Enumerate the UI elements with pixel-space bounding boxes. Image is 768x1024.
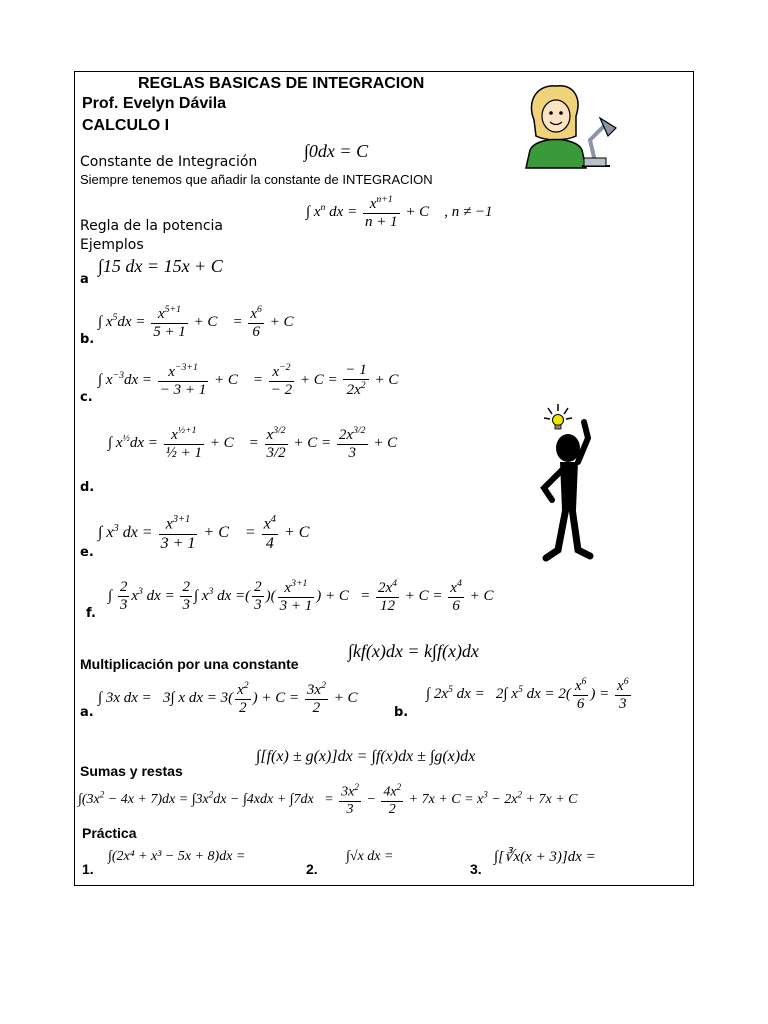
professor-name: Prof. Evelyn Dávila [82,95,227,112]
power-rule-formula: ∫ $x^n$ dx = $\frac{x^{n+1}}{n + 1}$ + C , n ≠ −1 [306,194,493,231]
examples-label: Ejemplos [80,237,144,253]
page-title: REGLAS BASICAS DE INTEGRACION [138,75,425,92]
mult-example-b-formula: ∫ $2x^5$ dx = 2∫ $x^5$ dx = 2( $\frac{x^6}{6}$ ) = $\frac{x^6}{3}$ [426,676,629,713]
constant-note: Siempre tenemos que añadir la constante de INTEGRACION [80,172,433,187]
sums-formula: ∫[f(x) ± g(x)]dx = ∫f(x)dx ± ∫g(x)dx [256,748,476,765]
example-f-label: f. [86,606,96,621]
mult-example-a-formula: ∫ 3x dx = 3∫ x dx = 3( $\frac{x^2}{2}$ ) + C = $\frac{3x^2}{2}$ + C [98,680,358,717]
example-f-formula: ∫ $\frac{2}{3}$ $x^3$ dx = $\frac{2}{3}$ ∫ $x^3$ dx =( $\frac{2}{3}$ )( $\frac{x^{3+1}}{3 + 1}$ ) + C = $\frac{2x^4}{12}$ + C = $\frac{x^4}{6}$ + C [108,578,494,615]
example-a-label: a [80,272,89,287]
power-rule-heading: Regla de la potencia [80,218,223,234]
sums-example: $\int(3x^2 - 4x + 7)dx = \int 3x^2dx - \int 4xdx + \int 7dx$ = $\frac{3x^2}{3}$ − $\frac{4x^2}{2}$ + $7x + C = x^3 - 2x^2 + 7x + C$ [78,782,578,817]
mult-example-a-label: a. [80,705,94,720]
practice-item-3-number: 3. [470,861,482,877]
practice-heading: Práctica [82,825,137,841]
example-d-label: d. [80,480,95,495]
example-c-label: c. [80,390,93,405]
example-b-label: b. [80,332,95,347]
stick-figure-illustration [530,400,610,565]
constant-heading: Constante de Integración [80,154,258,170]
example-c-formula: ∫ $x^{-3}dx$ = $\frac{x^{-3+1}}{- 3 + 1}$ + C = $\frac{x^{-2}}{- 2}$ + C = $\frac{- 1}{2x^2}$ + C [98,362,399,399]
sums-heading: Sumas y restas [80,763,183,779]
example-b-formula: ∫ $x^5dx$ = $\frac{x^{5+1}}{5 + 1}$ + C = $\frac{x^6}{6}$ + C [98,304,294,341]
practice-item-3-expr: ∫[∛x(x + 3)]dx = [494,849,596,865]
practice-item-2-expr: ∫√x dx = [346,849,394,864]
constant-mult-formula: ∫kf(x)dx = k∫f(x)dx [348,641,479,661]
example-a-formula: ∫15 dx = 15x + C [98,256,223,276]
practice-item-1-expr: ∫(2x⁴ + x³ − 5x + 8)dx = [108,849,246,864]
example-e-formula: ∫ $x^3$ dx = $\frac{x^{3+1}}{3 + 1}$ + C = $\frac{x^4}{4}$ + C [98,514,310,552]
teacher-illustration [520,80,620,170]
practice-item-2-number: 2. [306,861,318,877]
example-e-label: e. [80,545,94,560]
practice-item-1-number: 1. [82,861,94,877]
example-d-formula: ∫ $x^{\frac{1}{2}}dx$ = $\frac{x^{\frac{1}{2}+1}}{\text{½ + 1}}$ + C = $\frac{x^{3/2}}{3/2}$ + C = $\frac{2x^{3/2}}{3}$ + C [108,425,398,462]
mult-example-b-label: b. [394,705,409,720]
constant-mult-heading: Multiplicación por una constante [80,656,299,672]
course-name: CALCULO I [82,117,170,134]
constant-formula: ∫0dx = C [304,141,369,161]
